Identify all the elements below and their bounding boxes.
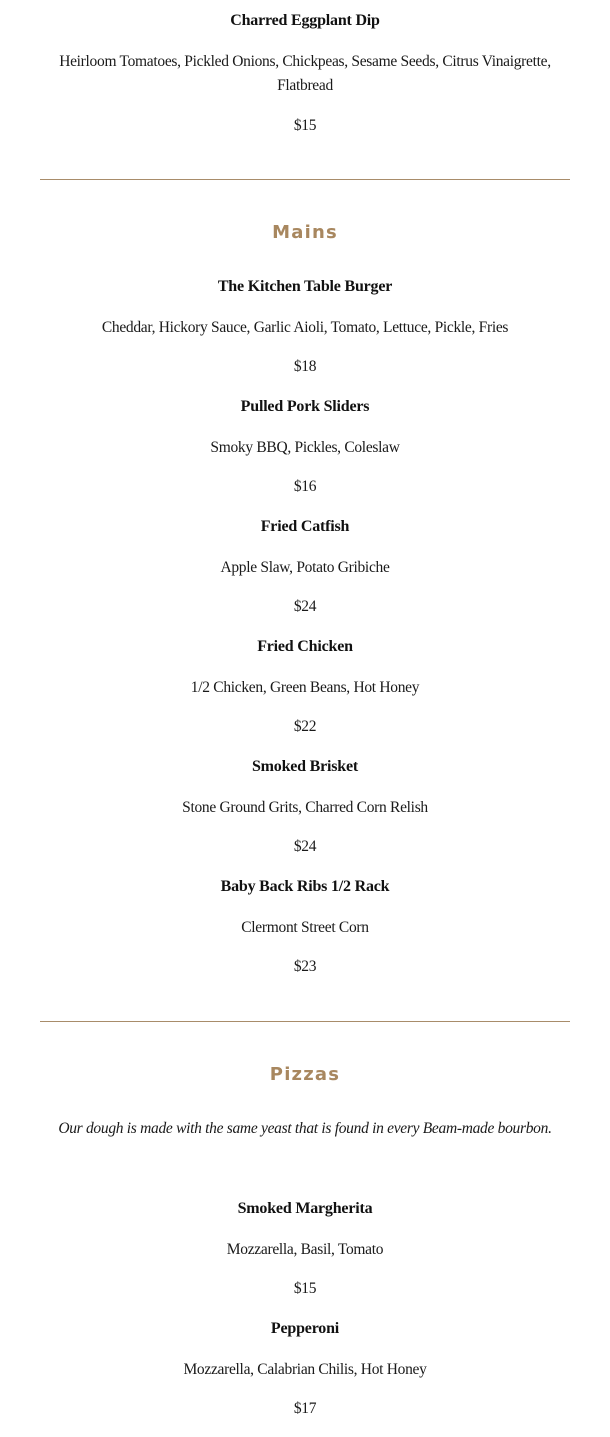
menu-item-description: Mozzarella, Basil, Tomato: [226, 1241, 384, 1258]
menu-item-price: $15: [293, 1280, 317, 1297]
menu-item-price: $24: [293, 838, 317, 855]
menu-item-description: Smoky BBQ, Pickles, Coleslaw: [210, 439, 400, 456]
menu-item-price: $24: [293, 598, 317, 615]
section-title-pizzas: Pizzas: [269, 1064, 341, 1085]
section-note: Our dough is made with the same yeast that is found in every Beam-made bourbon.: [58, 1120, 552, 1137]
menu-item-description: Mozzarella, Calabrian Chilis, Hot Honey: [183, 1361, 427, 1378]
menu-item-description: Heirloom Tomatoes, Pickled Onions, Chickpeas, Sesame Seeds, Citrus Vinaigrette, Flatbread: [59, 53, 551, 94]
section-title-mains: Mains: [272, 222, 338, 243]
menu-item-name: Smoked Margherita: [237, 1200, 373, 1217]
menu-item-name: Baby Back Ribs 1/2 Rack: [220, 878, 390, 895]
menu-item-description: Stone Ground Grits, Charred Corn Relish: [182, 799, 428, 816]
menu-item-price: $22: [293, 718, 317, 735]
menu-item-description: Clermont Street Corn: [241, 919, 369, 936]
section-divider: [40, 179, 570, 180]
menu-item-name: Pepperoni: [270, 1320, 340, 1337]
menu-item-name: Pulled Pork Sliders: [240, 398, 370, 415]
section-divider: [40, 1021, 570, 1022]
menu-item-name: Fried Chicken: [257, 638, 353, 655]
menu-item-description: 1/2 Chicken, Green Beans, Hot Honey: [190, 679, 420, 696]
menu-item-name: Smoked Brisket: [251, 758, 359, 775]
menu-item-description: Cheddar, Hickory Sauce, Garlic Aioli, Tomato, Lettuce, Pickle, Fries: [101, 319, 509, 336]
menu-item-price: $17: [293, 1400, 317, 1417]
menu-item-price: $23: [293, 958, 317, 975]
menu-item-price: $15: [293, 117, 317, 134]
menu-item-price: $18: [293, 358, 317, 375]
menu-item-name: The Kitchen Table Burger: [217, 278, 393, 295]
menu-item-name: Fried Catfish: [260, 518, 350, 535]
menu-item-name: Charred Eggplant Dip: [230, 12, 380, 29]
menu-item-description: Apple Slaw, Potato Gribiche: [220, 559, 390, 576]
menu-item-price: $16: [293, 478, 317, 495]
